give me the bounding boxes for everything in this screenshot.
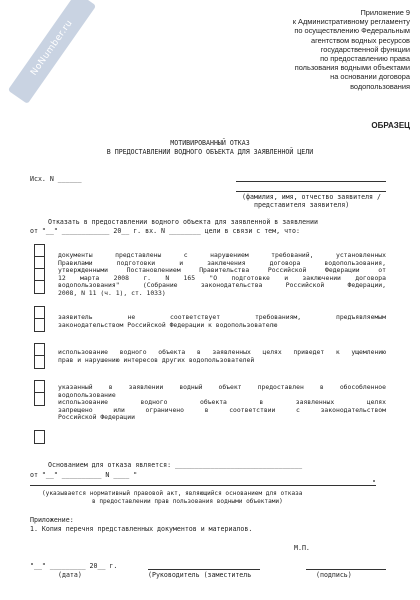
grounds-label: Основанием для отказа является: ________________________________: [48, 461, 303, 469]
reason-line: использование водного объекта в заявленных целях приведет к ущемлению: [58, 348, 386, 356]
stamp-label: М.П.: [294, 544, 310, 552]
reason-line: заявитель не соответствует требованиям, предъявляемым: [58, 313, 386, 321]
reason-line: использование водного объекта в заявленных целях: [58, 398, 386, 407]
reason-checkbox[interactable]: [34, 355, 45, 369]
applicant-caption: (фамилия, имя, отчество заявителя /: [242, 193, 381, 201]
reason-line: указанный в заявлении водный объект предоставлен в обособленное: [58, 383, 386, 391]
grounds-caption: в предоставлении прав пользования водными объектами): [92, 498, 283, 505]
reason-text: [58, 314, 386, 329]
signature-date: "__" _________ 20__ г.: [30, 562, 118, 570]
appendix-line: к Административному регламенту: [292, 17, 410, 27]
date-caption: (дата): [58, 571, 82, 579]
appendix-line: на основании договора: [330, 72, 410, 82]
attachment-item: 1. Копия перечня представленных документов и материалов.: [30, 525, 253, 533]
grounds-line: [30, 485, 376, 486]
appendix-line: по осуществлению Федеральным: [294, 26, 410, 36]
reason-line: утвержденными Постановлением Правительства Российской Федерации от: [58, 266, 386, 275]
reason-line: водопользование: [58, 390, 116, 399]
reason-line: 12 марта 2008 г. N 165 "О подготовке и заключении договора: [58, 273, 386, 282]
appendix-line: государственной функции: [320, 44, 410, 54]
head-caption: (Руководитель (заместитель: [148, 571, 252, 579]
head-line: [148, 569, 260, 570]
reason-line: Российской Федерации: [58, 413, 135, 422]
appendix-line: агентством водных ресурсов: [310, 35, 410, 45]
reason-line: 2008, N 11 (ч. 1), ст. 1033): [58, 288, 166, 297]
closing-quote: ": [372, 479, 376, 487]
attachment-label: Приложение:: [30, 516, 74, 524]
reason-checkbox[interactable]: [34, 318, 45, 332]
reason-line: законодательством Российской Федерации к водопользователю: [58, 320, 278, 329]
reason-text: [58, 349, 386, 364]
reason-line: прав и нарушению интересов других водопользователей: [58, 355, 255, 364]
reason-line: документы представлены с нарушением требований, установленных: [58, 251, 386, 259]
refusal-statement: от "__" ____________ 20__ г. вх. N ________ цели в связи с тем, что:: [30, 227, 300, 235]
reason-checkbox[interactable]: [34, 280, 45, 294]
grounds-caption: (указывается нормативный правовой акт, являющийся основанием для отказа: [42, 490, 303, 497]
signature-caption: (подпись): [316, 571, 352, 579]
applicant-caption: представителя заявителя): [254, 201, 350, 209]
sample-label: ОБРАЗЕЦ: [371, 121, 410, 130]
applicant-line: [236, 181, 386, 182]
reason-checkbox[interactable]: [34, 430, 45, 444]
document-subtitle: В ПРЕДОСТАВЛЕНИИ ВОДНОГО ОБЪЕКТА ДЛЯ ЗАЯВЛЕННОЙ ЦЕЛИ: [106, 148, 314, 156]
appendix-line: пользования водными объектами: [294, 63, 410, 73]
reason-text: [58, 384, 386, 422]
signature-line: [306, 569, 386, 570]
applicant-line: [236, 191, 386, 192]
watermark-badge: NoNumber.ru: [8, 0, 96, 104]
reason-line: водопользования" (Собрание законодательства Российской Федерации,: [58, 281, 386, 290]
appendix-line: Приложение 9: [360, 8, 410, 17]
appendix-line: по предоставлению права: [320, 54, 410, 64]
reason-text: [58, 252, 386, 298]
reason-checkbox[interactable]: [34, 392, 45, 406]
document-title: МОТИВИРОВАННЫЙ ОТКАЗ: [170, 139, 250, 147]
appendix-line: водопользования: [350, 81, 410, 91]
outgoing-number: Исх. N ______: [30, 175, 82, 183]
grounds-reference: от "__" __________ N ____ ": [30, 471, 138, 479]
refusal-statement: Отказать в предоставлении водного объекта для заявленной в заявлении: [48, 218, 318, 226]
appendix-header: [200, 8, 410, 91]
reason-line: запрещено или ограничено в соответствии с законодательством: [58, 405, 386, 414]
reason-line: Правилами подготовки и заключения договора водопользования,: [58, 258, 386, 267]
